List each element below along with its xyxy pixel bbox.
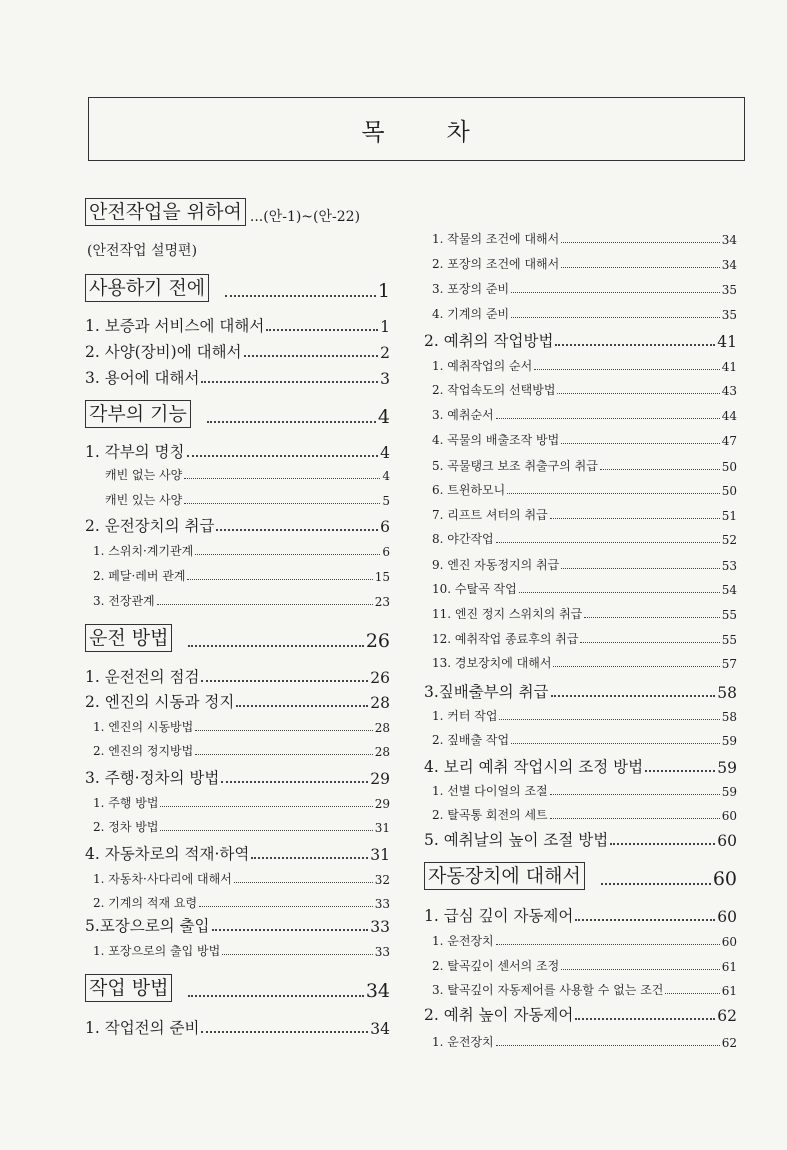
toc-entry-page: 34 (365, 980, 390, 1002)
toc-entry-title: 5. 곡물탱크 보조 취출구의 취급 (432, 459, 598, 473)
toc-entry (85, 592, 390, 609)
toc-entry-page: 29 (374, 797, 390, 811)
leader-dots (575, 919, 715, 921)
toc-entry (424, 981, 737, 998)
toc-entry (85, 914, 390, 936)
toc-entry (85, 842, 390, 864)
toc-entry (424, 406, 737, 423)
toc-entry-page: 51 (721, 509, 737, 523)
toc-entry-title: 1. 각부의 명칭 (85, 443, 185, 461)
toc-entry-page: 28 (370, 694, 390, 712)
leader-dots (550, 818, 720, 819)
leader-dots (553, 666, 719, 667)
toc-entry (424, 605, 737, 622)
toc-entry-page: 33 (374, 897, 390, 911)
leader-dots (601, 883, 711, 885)
toc-entry (424, 654, 737, 671)
leader-dots (207, 421, 376, 423)
toc-entry-page: 59 (717, 759, 737, 777)
toc-entry (85, 314, 390, 336)
toc-entry-title: 2. 엔진의 시동과 정지 (85, 693, 235, 711)
leader-dots (160, 806, 372, 807)
toc-entry-title: 1. 보증과 서비스에 대해서 (85, 317, 265, 335)
toc-entry-title: 7. 리프트 셔터의 취급 (432, 508, 548, 522)
leader-dots (184, 503, 380, 504)
toc-entry-page: 47 (721, 434, 737, 448)
toc-entry (424, 431, 737, 448)
toc-entry-title: 1. 급심 깊이 자동제어 (424, 907, 574, 925)
toc-entry (424, 755, 737, 777)
toc-entry-page: 62 (721, 1036, 737, 1050)
toc-entry-page: 31 (374, 821, 390, 835)
toc-entry-page: 60 (717, 908, 737, 926)
section-heading: 사용하기 전에 (85, 274, 209, 302)
toc-entry-page-range: ...(안-1)~(안-22) (249, 209, 361, 225)
toc-entry-title: 3. 포장의 준비 (432, 282, 510, 296)
toc-entry (424, 1003, 737, 1025)
toc-entry (424, 782, 737, 799)
toc-entry (85, 818, 390, 835)
leader-dots (551, 695, 716, 697)
toc-entry-page: 5 (382, 494, 390, 508)
toc-entry-title: 3.짚배출부의 취급 (424, 683, 549, 701)
leader-dots (496, 542, 720, 543)
leader-dots (645, 770, 715, 772)
toc-entry (424, 506, 737, 523)
leader-dots (236, 705, 368, 707)
leader-dots (550, 794, 720, 795)
leader-dots (507, 493, 719, 494)
leader-dots (555, 344, 715, 346)
toc-entry (85, 340, 390, 362)
toc-entry (85, 400, 390, 428)
toc-title-left: 목 (361, 117, 387, 146)
toc-entry (85, 894, 390, 911)
leader-dots (195, 554, 380, 555)
leader-dots (266, 329, 378, 331)
leader-dots (610, 843, 715, 845)
toc-entry (85, 514, 390, 536)
toc-entry-title: 4. 보리 예취 작업시의 조정 방법 (424, 758, 644, 776)
toc-entry-title: 3. 용어에 대해서 (85, 369, 200, 387)
toc-entry (424, 357, 737, 374)
leader-dots (244, 355, 379, 357)
toc-entry-page: 15 (374, 570, 390, 584)
toc-entry-page: 4 (377, 406, 390, 428)
toc-entry-page: 28 (374, 745, 390, 759)
toc-entry-page: 44 (721, 409, 737, 423)
toc-entry-page: 6 (380, 518, 390, 536)
toc-entry-title: 2. 탈곡깊이 센서의 조정 (432, 959, 560, 973)
leader-dots (496, 944, 720, 945)
toc-entry (85, 366, 390, 388)
toc-entry-page: 59 (721, 734, 737, 748)
toc-entry-title: 2. 사양(장비)에 대해서 (85, 343, 242, 361)
toc-entry-title: 6. 트윈하모니 (432, 483, 506, 497)
toc-entry-page: 58 (717, 684, 737, 702)
toc-title-right: 차 (446, 117, 472, 146)
leader-dots (561, 267, 719, 268)
toc-entry-page: 3 (380, 370, 390, 388)
toc-entry (424, 806, 737, 823)
leader-dots (557, 393, 719, 394)
toc-entry (85, 274, 390, 302)
toc-entry-page: 33 (370, 918, 390, 936)
leader-dots (160, 830, 372, 831)
toc-entry-title: 2. 기계의 적재 요령 (93, 896, 198, 910)
toc-entry-title: 2. 작업속도의 선택방법 (432, 383, 556, 397)
toc-entry-title: 2. 운전장치의 취급 (85, 517, 215, 535)
toc-entry (424, 381, 737, 398)
toc-entry-title: 8. 야간작업 (432, 532, 494, 546)
section-heading: 각부의 기능 (85, 400, 191, 428)
toc-entry-title: 12. 예취작업 종료후의 취급 (432, 632, 579, 646)
toc-entry (85, 665, 390, 687)
toc-entry-title: 3. 전장관계 (93, 594, 155, 608)
toc-entry (85, 974, 390, 1002)
toc-entry-page: 60 (717, 832, 737, 850)
toc-entry-page: 55 (721, 608, 737, 622)
toc-entry-page: 60 (721, 809, 737, 823)
toc-entry (424, 280, 737, 297)
toc-entry (85, 942, 390, 959)
toc-entry-title: 1. 운전장치 (432, 1035, 494, 1049)
toc-entry-title: 5. 예취날의 높이 조절 방법 (424, 831, 609, 849)
toc-entry (424, 731, 737, 748)
toc-entry-page: 34 (370, 1020, 390, 1038)
toc-entry-title: 1. 작업전의 준비 (85, 1019, 200, 1037)
toc-entry-title: 9. 엔진 자동정지의 취급 (432, 558, 560, 572)
leader-dots (201, 1031, 368, 1033)
toc-entry-title: 2. 짚배출 작업 (432, 733, 510, 747)
toc-entry (424, 556, 737, 573)
leader-dots (199, 906, 373, 907)
leader-dots (534, 369, 719, 370)
toc-entry-page: 61 (721, 960, 737, 974)
leader-dots (561, 443, 719, 444)
toc-entry-page: 34 (721, 258, 737, 272)
leader-dots (222, 954, 372, 955)
toc-entry-title: 2. 엔진의 정지방법 (93, 744, 194, 758)
leader-dots (221, 781, 368, 783)
toc-entry-page: 53 (721, 559, 737, 573)
toc-entry (424, 530, 737, 547)
toc-entry-page: 58 (721, 710, 737, 724)
toc-entry (85, 742, 390, 759)
toc-entry (424, 957, 737, 974)
toc-entry-page: 60 (712, 868, 737, 890)
toc-entry (424, 828, 737, 850)
toc-entry-page: 26 (370, 669, 390, 687)
toc-entry-title: 1. 주행 방법 (93, 796, 159, 810)
toc-entry (424, 680, 737, 702)
section-heading: 안전작업을 위하여 (85, 198, 246, 226)
toc-entry (85, 466, 390, 483)
toc-entry-page: 4 (380, 444, 390, 462)
toc-entry-title: 1. 선별 다이얼의 조절 (432, 784, 548, 798)
toc-entry-title: 3. 주행·정차의 방법 (85, 769, 220, 787)
toc-entry (424, 481, 737, 498)
toc-entry-title: 13. 경보장치에 대해서 (432, 656, 552, 670)
leader-dots (511, 743, 720, 744)
leader-dots (511, 317, 720, 318)
leader-dots (575, 1018, 715, 1020)
toc-entry-title: 2. 페달·레버 관계 (93, 569, 186, 583)
leader-dots (187, 455, 379, 457)
toc-entry-page: 35 (721, 283, 737, 297)
leader-dots (225, 295, 376, 297)
leader-dots (157, 604, 373, 605)
toc-entry (85, 491, 390, 508)
toc-entry-title: 10. 수탈곡 작업 (432, 582, 517, 596)
toc-entry-page: 50 (721, 460, 737, 474)
toc-entry-page: 1 (377, 280, 390, 302)
toc-entry-title: 2. 예취의 작업방법 (424, 332, 554, 350)
toc-entry-title: 캐빈 있는 사양 (105, 493, 183, 507)
toc-entry-title: 2. 정차 방법 (93, 820, 159, 834)
toc-entry-title: 1. 스위치·계기관계 (93, 544, 194, 558)
toc-entry (85, 542, 390, 559)
leader-dots (195, 730, 372, 731)
toc-entry-title: 3. 탈곡깊이 자동제어를 사용할 수 없는 조건 (432, 983, 664, 997)
leader-dots (561, 242, 719, 243)
toc-entry-title: 3. 예취순서 (432, 408, 494, 422)
toc-entry-page: 29 (370, 770, 390, 788)
toc-entry-page: 26 (365, 630, 390, 652)
toc-entry-page: 62 (717, 1007, 737, 1025)
toc-entry-title: 5.포장으로의 출입 (85, 917, 210, 935)
toc-entry (85, 198, 390, 226)
toc-entry (424, 707, 737, 724)
toc-entry-page: 6 (382, 545, 390, 559)
toc-entry-title: 4. 곡물의 배출조작 방법 (432, 433, 560, 447)
toc-entry-page: 35 (721, 308, 737, 322)
leader-dots (499, 719, 719, 720)
toc-entry (424, 230, 737, 247)
toc-entry-page: 55 (721, 633, 737, 647)
leader-dots (519, 592, 720, 593)
toc-entry-page: 50 (721, 484, 737, 498)
leader-dots (580, 642, 719, 643)
toc-entry-page: 41 (721, 360, 737, 374)
toc-entry-page: 60 (721, 935, 737, 949)
toc-entry (85, 718, 390, 735)
toc-entry-title: 1. 운전전의 점검 (85, 668, 200, 686)
toc-entry-title: 캐빈 없는 사양 (105, 468, 183, 482)
toc-entry-title: 1. 예취작업의 순서 (432, 359, 533, 373)
toc-entry-page: 59 (721, 785, 737, 799)
leader-dots (188, 645, 363, 647)
toc-entry-title: 1. 엔진의 시동방법 (93, 720, 194, 734)
toc-entry-page: 4 (382, 469, 390, 483)
toc-entry-page: 1 (380, 318, 390, 336)
leader-dots (234, 882, 373, 883)
toc-entry (424, 904, 737, 926)
toc-entry (424, 329, 737, 351)
toc-entry (424, 457, 737, 474)
toc-title (88, 97, 745, 161)
leader-dots (561, 568, 719, 569)
toc-entry-page: 31 (370, 846, 390, 864)
leader-dots (496, 1045, 720, 1046)
section-heading: 작업 방법 (85, 974, 172, 1002)
leader-dots (201, 381, 378, 383)
leader-dots (184, 478, 380, 479)
leader-dots (600, 469, 720, 470)
leader-dots (496, 418, 720, 419)
toc-entry (424, 862, 737, 890)
leader-dots (251, 857, 368, 859)
toc-entry (85, 567, 390, 584)
toc-entry-page: 28 (374, 721, 390, 735)
toc-entry-title: 2. 예취 높이 자동제어 (424, 1006, 574, 1024)
leader-dots (188, 995, 363, 997)
toc-entry-title: 11. 엔진 정지 스위치의 취급 (432, 607, 583, 621)
toc-entry-page: 54 (721, 583, 737, 597)
toc-entry-page: 43 (721, 384, 737, 398)
toc-entry-title: 1. 포장으로의 출입 방법 (93, 944, 221, 958)
toc-entry (424, 305, 737, 322)
leader-dots (216, 529, 378, 531)
toc-entry-page: 61 (721, 984, 737, 998)
leader-dots (187, 579, 372, 580)
leader-dots (212, 929, 369, 931)
toc-entry-page: 32 (374, 873, 390, 887)
leader-dots (550, 518, 720, 519)
toc-entry-page: 2 (380, 344, 390, 362)
toc-entry (424, 630, 737, 647)
toc-entry-title: 2. 탈곡통 회전의 세트 (432, 808, 548, 822)
toc-entry-page: 52 (721, 533, 737, 547)
toc-entry (424, 580, 737, 597)
toc-entry (85, 870, 390, 887)
toc-entry-page: 57 (721, 657, 737, 671)
toc-entry (424, 932, 737, 949)
toc-entry-title: 2. 포장의 조건에 대해서 (432, 257, 560, 271)
toc-entry-title: 4. 자동차로의 적재·하역 (85, 845, 250, 863)
leader-dots (201, 680, 368, 682)
toc-entry-title: 1. 작물의 조건에 대해서 (432, 232, 560, 246)
leader-dots (665, 993, 719, 994)
toc-entry-page: 23 (374, 595, 390, 609)
toc-entry (424, 1033, 737, 1050)
toc-entry (85, 1016, 390, 1038)
leader-dots (511, 292, 720, 293)
leader-dots (195, 754, 372, 755)
toc-entry (85, 624, 390, 652)
toc-entry-page: 33 (374, 945, 390, 959)
toc-entry-page: 34 (721, 233, 737, 247)
toc-entry (85, 690, 390, 712)
toc-entry-title: 4. 기계의 준비 (432, 307, 510, 321)
toc-entry-title: (안전작업 설명편) (87, 243, 198, 259)
toc-entry-page: 41 (717, 333, 737, 351)
toc-entry-title: 1. 커터 작업 (432, 709, 498, 723)
toc-entry (85, 440, 390, 462)
toc-entry-title: 1. 자동차·사다리에 대해서 (93, 872, 232, 886)
toc-entry (424, 255, 737, 272)
toc-entry (85, 794, 390, 811)
section-heading: 자동장치에 대해서 (424, 862, 585, 890)
section-heading: 운전 방법 (85, 624, 172, 652)
leader-dots (561, 969, 719, 970)
leader-dots (584, 617, 719, 618)
toc-entry-title: 1. 운전장치 (432, 934, 494, 948)
toc-entry (85, 766, 390, 788)
toc-entry (85, 240, 390, 260)
